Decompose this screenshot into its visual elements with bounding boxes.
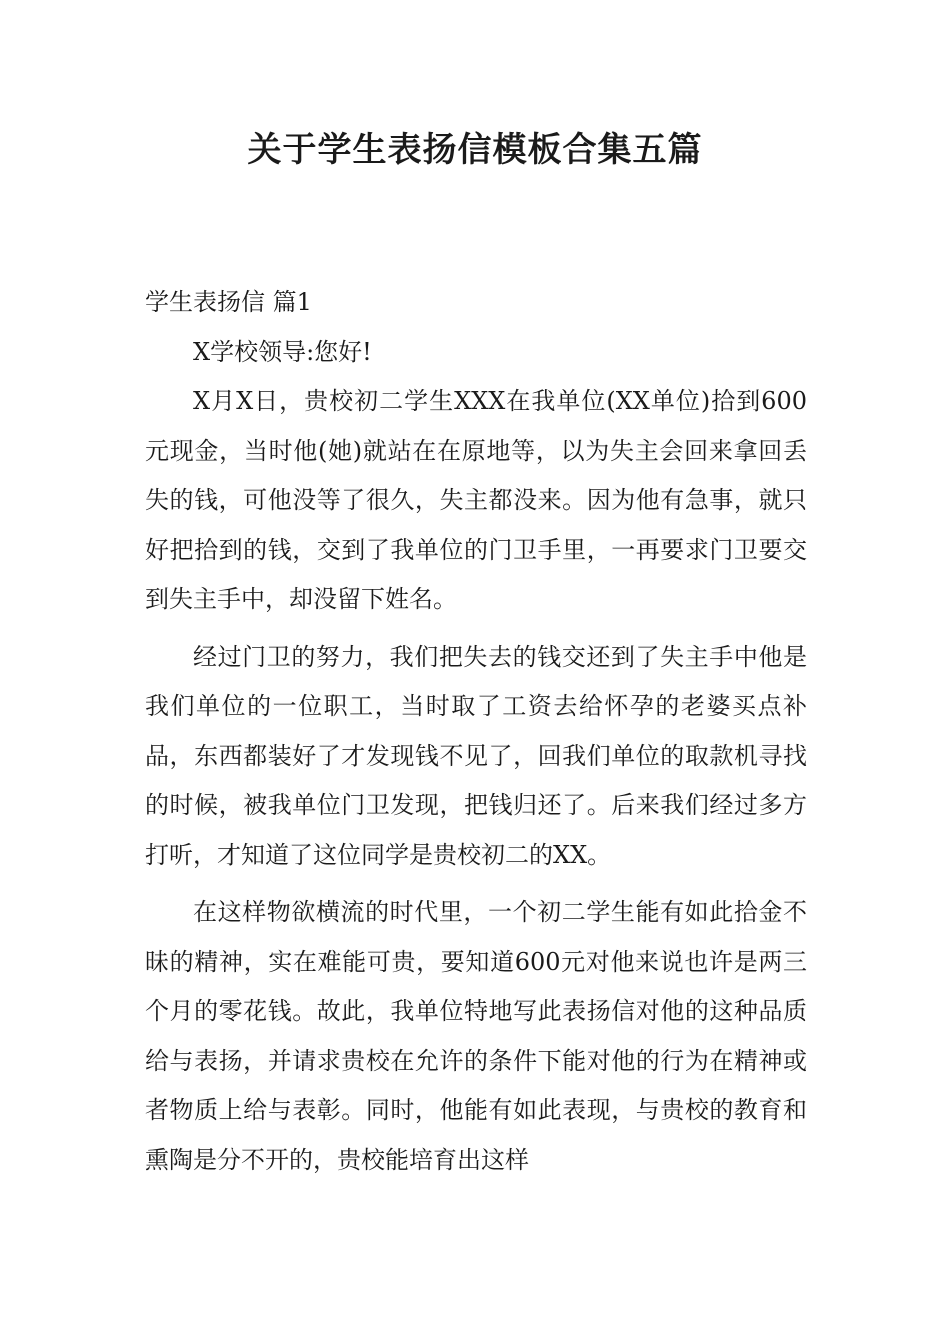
paragraph-2: 经过门卫的努力，我们把失去的钱交还到了失主手中他是我们单位的一位职工，当时取了工资去给怀孕的老婆买点补品，东西都装好了才发现钱不见了，回我们单位的取款机寻找的时候，被我单位门卫发现，把钱归还了。后来我们经过多方打听，才知道了这位同学是贵校初二的XX。 xyxy=(145,642,807,869)
section-heading: 学生表扬信 篇1 xyxy=(145,288,312,316)
greeting: X学校领导:您好! xyxy=(193,337,372,366)
paragraph-1: X月X日，贵校初二学生XXX在我单位(XX单位)拾到600元现金，当时他(她)就站在在原地等，以为失主会回来拿回丢失的钱，可他没等了很久，失主都没来。因为他有急事，就只好把拾到的钱，交到了我单位的门卫手里，一再要求门卫要交到失主手中，却没留下姓名。 xyxy=(145,387,807,613)
document-body xyxy=(145,278,807,1185)
document-title: 关于学生表扬信模板合集五篇 xyxy=(247,130,703,170)
paragraph-3: 在这样物欲横流的时代里，一个初二学生能有如此拾金不昧的精神，实在难能可贵，要知道600元对他来说也许是两三个月的零花钱。故此，我单位特地写此表扬信对他的这种品质给与表扬，并请求贵校在允许的条件下能对他的行为在精神或者物质上给与表彰。同时，他能有如此表现，与贵校的教育和熏陶是分不开的，贵校能培育出这样 xyxy=(145,898,807,1174)
